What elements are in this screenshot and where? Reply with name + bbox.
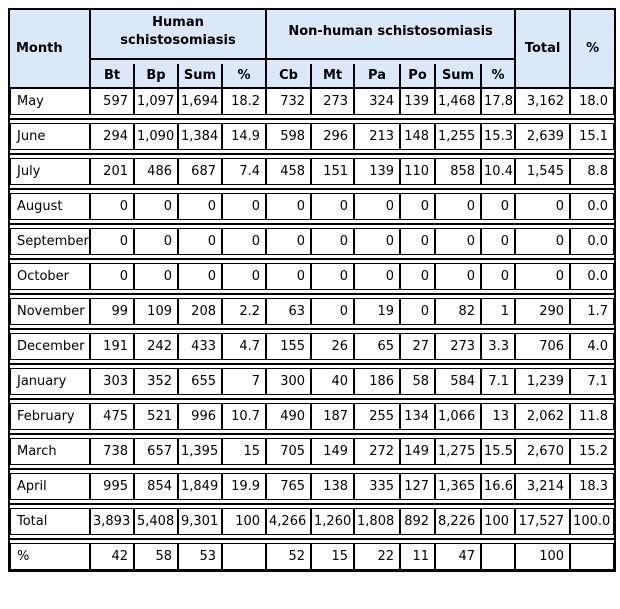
data-cell: 242 bbox=[134, 333, 178, 360]
data-cell bbox=[570, 543, 614, 570]
data-cell: 0 bbox=[481, 263, 515, 290]
data-cell: 0 bbox=[354, 193, 400, 220]
row-label: January bbox=[10, 368, 90, 395]
data-cell: 7.4 bbox=[222, 158, 266, 185]
data-cell: 1,395 bbox=[178, 438, 222, 465]
data-cell: 139 bbox=[400, 88, 435, 115]
table-row bbox=[10, 333, 614, 360]
table-row bbox=[10, 543, 614, 570]
data-cell: 10.4 bbox=[481, 158, 515, 185]
data-cell: 584 bbox=[435, 368, 481, 395]
data-cell: 892 bbox=[400, 508, 435, 535]
double-line-divider bbox=[10, 223, 614, 225]
sub-column-header: Bt bbox=[90, 64, 134, 88]
data-cell: 597 bbox=[90, 88, 134, 115]
sub-column-header: Pa bbox=[354, 64, 400, 88]
row-separator bbox=[10, 395, 614, 403]
double-line-divider bbox=[10, 468, 614, 470]
data-cell: 208 bbox=[178, 298, 222, 325]
sub-column-header: Po bbox=[400, 64, 435, 88]
data-cell: 433 bbox=[178, 333, 222, 360]
data-cell: 14.9 bbox=[222, 123, 266, 150]
sub-column-header: Cb bbox=[266, 64, 311, 88]
data-cell: 100 bbox=[481, 508, 515, 535]
data-cell: 3,893 bbox=[90, 508, 134, 535]
data-cell: 82 bbox=[435, 298, 481, 325]
data-cell: 3,214 bbox=[515, 473, 570, 500]
data-cell: 4,266 bbox=[266, 508, 311, 535]
row-separator bbox=[10, 500, 614, 508]
data-cell: 1,255 bbox=[435, 123, 481, 150]
data-cell: 858 bbox=[435, 158, 481, 185]
data-cell: 151 bbox=[311, 158, 354, 185]
data-cell: 0.0 bbox=[570, 228, 614, 255]
data-cell: 1,090 bbox=[134, 123, 178, 150]
data-cell: 1,849 bbox=[178, 473, 222, 500]
table-row bbox=[10, 88, 614, 115]
data-cell: 187 bbox=[311, 403, 354, 430]
row-label: October bbox=[10, 263, 90, 290]
row-separator-cell bbox=[10, 500, 614, 508]
table-row bbox=[10, 403, 614, 430]
row-separator bbox=[10, 220, 614, 228]
table-row bbox=[10, 508, 614, 535]
data-cell: 1 bbox=[481, 298, 515, 325]
data-cell: 854 bbox=[134, 473, 178, 500]
row-label: February bbox=[10, 403, 90, 430]
data-cell: 290 bbox=[515, 298, 570, 325]
data-cell: 148 bbox=[400, 123, 435, 150]
data-cell: 40 bbox=[311, 368, 354, 395]
data-cell: 3.3 bbox=[481, 333, 515, 360]
data-cell: 213 bbox=[354, 123, 400, 150]
data-cell: 324 bbox=[354, 88, 400, 115]
header-group-row bbox=[10, 10, 614, 54]
data-cell: 0 bbox=[178, 193, 222, 220]
data-cell: 0 bbox=[311, 263, 354, 290]
data-cell: 0 bbox=[311, 193, 354, 220]
row-separator-cell bbox=[10, 395, 614, 403]
data-cell: 99 bbox=[90, 298, 134, 325]
row-separator-cell bbox=[10, 430, 614, 438]
table-row bbox=[10, 473, 614, 500]
data-cell: 15.3 bbox=[481, 123, 515, 150]
total-column-header: Total bbox=[515, 10, 570, 88]
data-cell: 138 bbox=[311, 473, 354, 500]
data-cell: 201 bbox=[90, 158, 134, 185]
data-cell: 15.1 bbox=[570, 123, 614, 150]
data-cell: 1,239 bbox=[515, 368, 570, 395]
data-cell: 0 bbox=[481, 193, 515, 220]
row-separator bbox=[10, 325, 614, 333]
data-cell: 58 bbox=[134, 543, 178, 570]
data-cell: 10.7 bbox=[222, 403, 266, 430]
data-cell: 687 bbox=[178, 158, 222, 185]
table-row bbox=[10, 263, 614, 290]
data-cell: 0 bbox=[178, 228, 222, 255]
sub-column-header: Sum bbox=[435, 64, 481, 88]
data-cell: 475 bbox=[90, 403, 134, 430]
data-cell: 490 bbox=[266, 403, 311, 430]
data-cell: 0 bbox=[178, 263, 222, 290]
data-cell: 1,384 bbox=[178, 123, 222, 150]
row-label: May bbox=[10, 88, 90, 115]
data-cell: 0 bbox=[266, 263, 311, 290]
double-line-divider bbox=[10, 363, 614, 365]
table-row bbox=[10, 298, 614, 325]
data-cell: 1,694 bbox=[178, 88, 222, 115]
data-cell: 4.7 bbox=[222, 333, 266, 360]
row-separator-cell bbox=[10, 150, 614, 158]
table-row bbox=[10, 438, 614, 465]
row-separator-cell bbox=[10, 255, 614, 263]
data-cell: 0 bbox=[90, 263, 134, 290]
data-cell: 15 bbox=[311, 543, 354, 570]
data-cell: 0 bbox=[222, 193, 266, 220]
data-cell: 149 bbox=[311, 438, 354, 465]
data-cell: 191 bbox=[90, 333, 134, 360]
nonhuman-schistosomiasis-group-header: Non-human schistosomiasis bbox=[266, 10, 515, 54]
data-cell: 2,639 bbox=[515, 123, 570, 150]
data-cell: 52 bbox=[266, 543, 311, 570]
data-cell: 995 bbox=[90, 473, 134, 500]
data-cell: 109 bbox=[134, 298, 178, 325]
data-cell: 4.0 bbox=[570, 333, 614, 360]
data-cell: 7.1 bbox=[570, 368, 614, 395]
data-cell: 303 bbox=[90, 368, 134, 395]
row-label: Total bbox=[10, 508, 90, 535]
data-cell: 0 bbox=[400, 228, 435, 255]
data-cell: 0 bbox=[435, 193, 481, 220]
month-column-header: Month bbox=[10, 10, 90, 88]
data-cell: 47 bbox=[435, 543, 481, 570]
schistosomiasis-monthly-table bbox=[8, 8, 616, 572]
data-cell: 7 bbox=[222, 368, 266, 395]
data-cell: 7.1 bbox=[481, 368, 515, 395]
data-cell: 3,162 bbox=[515, 88, 570, 115]
data-cell: 0 bbox=[435, 263, 481, 290]
data-cell: 732 bbox=[266, 88, 311, 115]
row-label: September bbox=[10, 228, 90, 255]
row-separator bbox=[10, 185, 614, 193]
table-row bbox=[10, 228, 614, 255]
data-cell: 155 bbox=[266, 333, 311, 360]
data-cell: 100 bbox=[222, 508, 266, 535]
data-cell: 0 bbox=[222, 263, 266, 290]
data-cell bbox=[222, 543, 266, 570]
data-cell: 8,226 bbox=[435, 508, 481, 535]
table-row bbox=[10, 193, 614, 220]
data-cell: 127 bbox=[400, 473, 435, 500]
data-cell: 18.2 bbox=[222, 88, 266, 115]
data-cell: 15 bbox=[222, 438, 266, 465]
data-cell: 149 bbox=[400, 438, 435, 465]
sub-column-header: Bp bbox=[134, 64, 178, 88]
data-cell: 0 bbox=[311, 228, 354, 255]
data-cell: 0 bbox=[354, 263, 400, 290]
row-separator-cell bbox=[10, 115, 614, 123]
data-cell: 17.8 bbox=[481, 88, 515, 115]
table-row bbox=[10, 158, 614, 185]
data-cell: 0 bbox=[400, 298, 435, 325]
data-cell: 598 bbox=[266, 123, 311, 150]
data-cell: 8.8 bbox=[570, 158, 614, 185]
data-cell: 352 bbox=[134, 368, 178, 395]
data-cell: 18.0 bbox=[570, 88, 614, 115]
row-separator bbox=[10, 430, 614, 438]
data-cell: 13 bbox=[481, 403, 515, 430]
data-cell: 186 bbox=[354, 368, 400, 395]
data-cell: 2.2 bbox=[222, 298, 266, 325]
row-label: November bbox=[10, 298, 90, 325]
data-cell: 0 bbox=[354, 228, 400, 255]
data-cell: 300 bbox=[266, 368, 311, 395]
double-line-divider bbox=[10, 118, 614, 120]
data-cell: 26 bbox=[311, 333, 354, 360]
data-cell: 705 bbox=[266, 438, 311, 465]
data-cell: 53 bbox=[178, 543, 222, 570]
data-cell: 1.7 bbox=[570, 298, 614, 325]
sub-column-header: % bbox=[222, 64, 266, 88]
data-cell: 1,808 bbox=[354, 508, 400, 535]
data-cell: 134 bbox=[400, 403, 435, 430]
data-cell: 458 bbox=[266, 158, 311, 185]
data-cell: 0.0 bbox=[570, 193, 614, 220]
data-cell: 15.2 bbox=[570, 438, 614, 465]
data-cell: 738 bbox=[90, 438, 134, 465]
row-separator-cell bbox=[10, 535, 614, 543]
data-cell: 2,062 bbox=[515, 403, 570, 430]
table-header bbox=[10, 10, 614, 88]
data-cell: 9,301 bbox=[178, 508, 222, 535]
data-cell: 1,275 bbox=[435, 438, 481, 465]
data-cell: 63 bbox=[266, 298, 311, 325]
data-cell: 1,097 bbox=[134, 88, 178, 115]
data-cell: 139 bbox=[354, 158, 400, 185]
data-cell: 1,066 bbox=[435, 403, 481, 430]
double-line-divider bbox=[10, 398, 614, 400]
row-separator bbox=[10, 360, 614, 368]
data-cell: 0 bbox=[222, 228, 266, 255]
double-line-divider bbox=[267, 58, 514, 60]
row-separator bbox=[10, 150, 614, 158]
double-line-divider bbox=[10, 433, 614, 435]
data-cell: 110 bbox=[400, 158, 435, 185]
row-label: August bbox=[10, 193, 90, 220]
data-cell: 1,468 bbox=[435, 88, 481, 115]
data-cell: 18.3 bbox=[570, 473, 614, 500]
data-cell: 0 bbox=[481, 228, 515, 255]
double-line-divider bbox=[10, 153, 614, 155]
data-cell: 11.8 bbox=[570, 403, 614, 430]
row-separator-cell bbox=[10, 360, 614, 368]
data-cell: 0 bbox=[134, 228, 178, 255]
data-cell: 296 bbox=[311, 123, 354, 150]
double-line-divider bbox=[10, 503, 614, 505]
data-cell: 0 bbox=[515, 193, 570, 220]
table-row bbox=[10, 123, 614, 150]
row-separator-cell bbox=[10, 465, 614, 473]
data-cell: 0 bbox=[400, 193, 435, 220]
sub-column-header: Mt bbox=[311, 64, 354, 88]
data-cell: 655 bbox=[178, 368, 222, 395]
data-cell: 0 bbox=[435, 228, 481, 255]
data-cell: 273 bbox=[311, 88, 354, 115]
data-cell bbox=[481, 543, 515, 570]
data-cell: 0 bbox=[515, 228, 570, 255]
data-cell: 19.9 bbox=[222, 473, 266, 500]
data-cell: 0 bbox=[134, 193, 178, 220]
double-line-divider bbox=[10, 258, 614, 260]
data-cell: 0 bbox=[134, 263, 178, 290]
data-cell: 0 bbox=[400, 263, 435, 290]
table-body bbox=[10, 88, 614, 570]
data-cell: 22 bbox=[354, 543, 400, 570]
row-separator bbox=[10, 290, 614, 298]
data-cell: 996 bbox=[178, 403, 222, 430]
header-divider-cell bbox=[266, 54, 515, 64]
data-cell: 65 bbox=[354, 333, 400, 360]
data-cell: 11 bbox=[400, 543, 435, 570]
double-line-divider bbox=[10, 293, 614, 295]
row-separator bbox=[10, 535, 614, 543]
double-line-divider bbox=[10, 188, 614, 190]
data-cell: 58 bbox=[400, 368, 435, 395]
data-cell: 273 bbox=[435, 333, 481, 360]
row-label: March bbox=[10, 438, 90, 465]
data-cell: 0 bbox=[311, 298, 354, 325]
data-cell: 2,670 bbox=[515, 438, 570, 465]
data-cell: 335 bbox=[354, 473, 400, 500]
row-separator bbox=[10, 465, 614, 473]
human-schistosomiasis-group-header: Human schistosomiasis bbox=[90, 10, 266, 54]
data-cell: 0 bbox=[266, 228, 311, 255]
data-cell: 1,260 bbox=[311, 508, 354, 535]
sub-column-header: Sum bbox=[178, 64, 222, 88]
data-cell: 19 bbox=[354, 298, 400, 325]
percent-column-header: % bbox=[570, 10, 614, 88]
data-cell: 486 bbox=[134, 158, 178, 185]
data-cell: 272 bbox=[354, 438, 400, 465]
row-label: April bbox=[10, 473, 90, 500]
data-cell: 42 bbox=[90, 543, 134, 570]
data-cell: 0 bbox=[266, 193, 311, 220]
row-separator-cell bbox=[10, 220, 614, 228]
data-cell: 1,545 bbox=[515, 158, 570, 185]
data-cell: 15.5 bbox=[481, 438, 515, 465]
double-line-divider bbox=[91, 58, 265, 60]
row-separator bbox=[10, 255, 614, 263]
row-label: % bbox=[10, 543, 90, 570]
data-cell: 27 bbox=[400, 333, 435, 360]
data-cell: 521 bbox=[134, 403, 178, 430]
data-cell: 706 bbox=[515, 333, 570, 360]
data-cell: 0 bbox=[515, 263, 570, 290]
row-separator-cell bbox=[10, 290, 614, 298]
data-cell: 16.6 bbox=[481, 473, 515, 500]
data-cell: 255 bbox=[354, 403, 400, 430]
row-separator-cell bbox=[10, 325, 614, 333]
table-row bbox=[10, 368, 614, 395]
row-separator-cell bbox=[10, 185, 614, 193]
data-cell: 657 bbox=[134, 438, 178, 465]
data-cell: 294 bbox=[90, 123, 134, 150]
data-cell: 100 bbox=[515, 543, 570, 570]
row-label: June bbox=[10, 123, 90, 150]
row-separator bbox=[10, 115, 614, 123]
header-divider-cell bbox=[90, 54, 266, 64]
double-line-divider bbox=[10, 538, 614, 540]
data-cell: 0 bbox=[90, 193, 134, 220]
row-label: July bbox=[10, 158, 90, 185]
row-label: December bbox=[10, 333, 90, 360]
data-cell: 100.0 bbox=[570, 508, 614, 535]
double-line-divider bbox=[10, 328, 614, 330]
data-cell: 5,408 bbox=[134, 508, 178, 535]
data-cell: 0.0 bbox=[570, 263, 614, 290]
data-cell: 765 bbox=[266, 473, 311, 500]
data-cell: 1,365 bbox=[435, 473, 481, 500]
sub-column-header: % bbox=[481, 64, 515, 88]
data-cell: 0 bbox=[90, 228, 134, 255]
data-cell: 17,527 bbox=[515, 508, 570, 535]
